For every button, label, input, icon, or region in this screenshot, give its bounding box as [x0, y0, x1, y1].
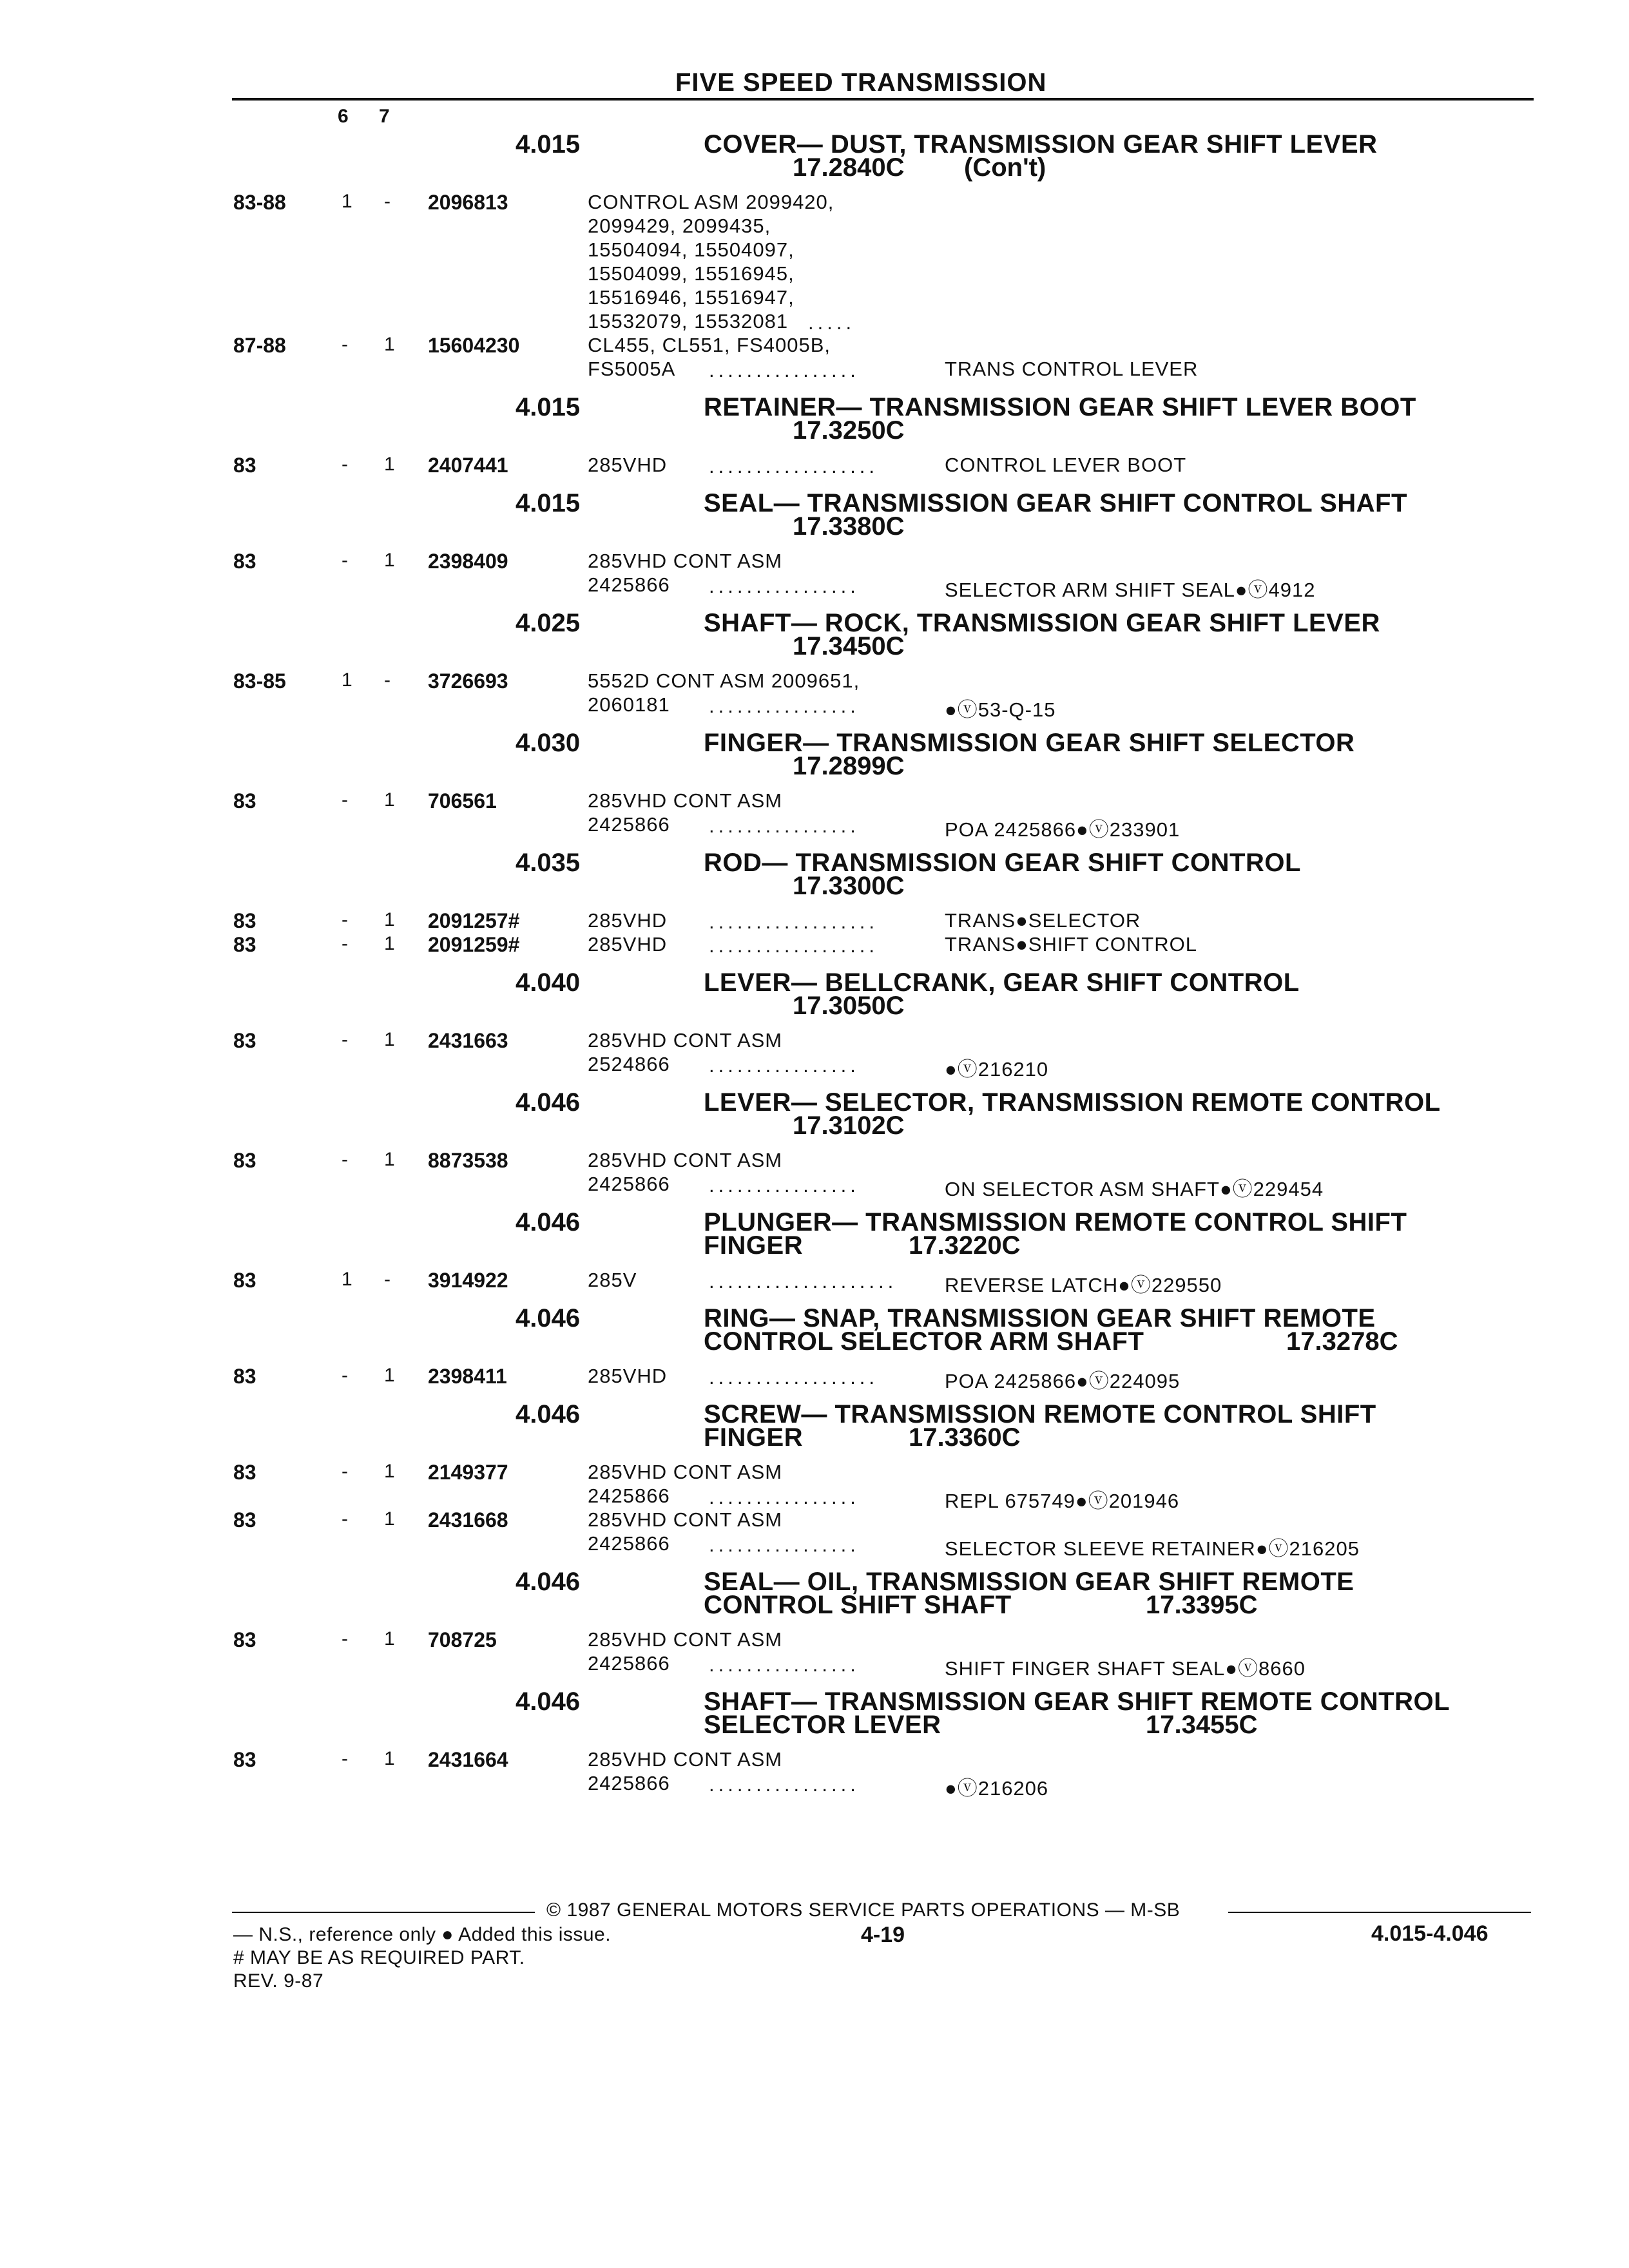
usage-line: 285VHD — [588, 1365, 668, 1387]
qty-col6: - — [342, 454, 348, 475]
usage-line: 285VHD CONT ASM — [588, 1628, 783, 1651]
part-description: POA 2425866●ⓥ233901 — [945, 818, 1181, 841]
leader-dots: .................. — [709, 934, 879, 957]
usage-line: 2099429, 2099435, — [588, 215, 771, 237]
usage-line: 285VHD CONT ASM — [588, 789, 783, 812]
qty-col6: 1 — [342, 1269, 352, 1290]
section-number: 4.040 — [516, 968, 581, 997]
section-number: 4.046 — [516, 1687, 581, 1716]
model-year: 83 — [233, 1269, 256, 1292]
section-title: FINGER— TRANSMISSION GEAR SHIFT SELECTOR — [704, 729, 1355, 757]
section-title: SEAL— TRANSMISSION GEAR SHIFT CONTROL SHAFT — [704, 489, 1407, 517]
part-description: SELECTOR SLEEVE RETAINER●ⓥ216205 — [945, 1537, 1360, 1560]
section-number: 4.015 — [516, 489, 581, 517]
section-title: SHAFT— ROCK, TRANSMISSION GEAR SHIFT LEVER — [704, 609, 1380, 637]
usage-line: 5552D CONT ASM 2009651, — [588, 669, 860, 692]
part-number: 2149377 — [428, 1461, 508, 1484]
qty-col7: 1 — [384, 1365, 395, 1386]
section-code: 17.3250C — [793, 416, 905, 445]
qty-col7: 1 — [384, 1748, 395, 1769]
leader-dots: .................... — [709, 1270, 898, 1293]
qty-col6: - — [342, 1149, 348, 1170]
leader-dots: ..... — [808, 311, 856, 334]
model-year: 83 — [233, 454, 256, 477]
part-number: 2091257# — [428, 909, 520, 932]
qty-col6: - — [342, 1461, 348, 1482]
model-year: 83-85 — [233, 669, 286, 693]
qty-col7: 1 — [384, 1508, 395, 1530]
usage-line: 285VHD CONT ASM — [588, 1508, 783, 1531]
leader-dots: ................ — [709, 1486, 860, 1508]
section-title-line2: CONTROL SELECTOR ARM SHAFT — [704, 1327, 1144, 1356]
usage-line: CL455, CL551, FS4005B, — [588, 334, 831, 356]
qty-col6: - — [342, 334, 348, 355]
qty-col7: 1 — [384, 1149, 395, 1170]
section-code: 17.3220C — [909, 1231, 1021, 1260]
usage-line: 285VHD — [588, 454, 668, 476]
qty-col6: - — [342, 909, 348, 930]
section-title: SEAL— OIL, TRANSMISSION GEAR SHIFT REMOTE — [704, 1568, 1354, 1596]
qty-col7: - — [384, 1269, 390, 1290]
qty-col6: - — [342, 1365, 348, 1386]
usage-line: 285VHD — [588, 909, 668, 932]
section-code: 17.2899C — [793, 752, 905, 780]
qty-col7: 1 — [384, 789, 395, 811]
part-description: SELECTOR ARM SHIFT SEAL●ⓥ4912 — [945, 579, 1316, 601]
qty-col6: - — [342, 1508, 348, 1530]
part-number: 2398411 — [428, 1365, 507, 1388]
revision-date: REV. 9-87 — [233, 1970, 324, 1992]
usage-line: 285VHD CONT ASM — [588, 1149, 783, 1171]
usage-line: 2425866 — [588, 1532, 670, 1555]
footer-rule-right — [1228, 1912, 1531, 1913]
qty-col7: 1 — [384, 550, 395, 571]
section-range: 4.015-4.046 — [1371, 1921, 1489, 1946]
part-number: 2431668 — [428, 1508, 508, 1532]
model-year: 83 — [233, 789, 256, 812]
copyright-line: © 1987 GENERAL MOTORS SERVICE PARTS OPERATIONS — M-SB — [546, 1899, 1181, 1921]
usage-line: 15532079, 15532081 — [588, 310, 789, 332]
part-number: 8873538 — [428, 1149, 508, 1172]
usage-line: 2060181 — [588, 693, 670, 716]
qty-col6: 1 — [342, 191, 352, 212]
part-description: TRANS CONTROL LEVER — [945, 358, 1199, 380]
qty-col6: 1 — [342, 669, 352, 691]
section-number: 4.015 — [516, 393, 581, 421]
qty-col6: - — [342, 1029, 348, 1050]
section-title: ROD— TRANSMISSION GEAR SHIFT CONTROL — [704, 849, 1301, 877]
section-title: SCREW— TRANSMISSION REMOTE CONTROL SHIFT — [704, 1400, 1376, 1428]
footnote-required: # MAY BE AS REQUIRED PART. — [233, 1947, 525, 1968]
model-year: 83-88 — [233, 191, 286, 214]
usage-line: 285VHD CONT ASM — [588, 550, 783, 572]
usage-line: 15504099, 15516945, — [588, 262, 795, 285]
qty-col7: - — [384, 191, 390, 212]
section-code: 17.3360C — [909, 1423, 1021, 1452]
part-description: ●ⓥ53-Q-15 — [945, 698, 1056, 721]
qty-col7: 1 — [384, 1461, 395, 1482]
part-description: TRANS●SELECTOR — [945, 909, 1141, 932]
model-year: 83 — [233, 550, 256, 573]
section-code: 17.3278C — [1286, 1327, 1398, 1356]
section-title-line2: FINGER — [704, 1231, 804, 1260]
section-number: 4.030 — [516, 729, 581, 757]
qty-col7: 1 — [384, 334, 395, 355]
model-year: 87-88 — [233, 334, 286, 357]
footer-rule-left — [232, 1912, 535, 1913]
part-description: TRANS●SHIFT CONTROL — [945, 933, 1197, 956]
leader-dots: .................. — [709, 910, 879, 933]
leader-dots: ................ — [709, 359, 860, 381]
model-year: 83 — [233, 909, 256, 932]
usage-line: 285VHD CONT ASM — [588, 1461, 783, 1483]
section-code: 17.2840C — [793, 153, 905, 182]
qty-col6: - — [342, 789, 348, 811]
part-number: 2398409 — [428, 550, 508, 573]
part-description: POA 2425866●ⓥ224095 — [945, 1370, 1181, 1392]
leader-dots: .................. — [709, 455, 879, 477]
part-number: 2431663 — [428, 1029, 508, 1052]
model-year: 83 — [233, 933, 256, 956]
section-number: 4.046 — [516, 1304, 581, 1332]
part-description: CONTROL LEVER BOOT — [945, 454, 1187, 476]
part-number: 2431664 — [428, 1748, 508, 1771]
usage-line: 2425866 — [588, 1652, 670, 1675]
section-title: LEVER— SELECTOR, TRANSMISSION REMOTE CONTROL — [704, 1088, 1441, 1117]
section-number: 4.046 — [516, 1088, 581, 1117]
column-header-7: 7 — [379, 106, 390, 127]
usage-line: 2425866 — [588, 1772, 670, 1794]
part-description: ●ⓥ216206 — [945, 1777, 1049, 1800]
usage-line: CONTROL ASM 2099420, — [588, 191, 834, 213]
section-title-line2: CONTROL SHIFT SHAFT — [704, 1591, 1012, 1619]
model-year: 83 — [233, 1149, 256, 1172]
section-title: RETAINER— TRANSMISSION GEAR SHIFT LEVER BOOT — [704, 393, 1416, 421]
section-number: 4.035 — [516, 849, 581, 877]
part-description: REPL 675749●ⓥ201946 — [945, 1490, 1180, 1512]
qty-col7: 1 — [384, 454, 395, 475]
model-year: 83 — [233, 1461, 256, 1484]
qty-col7: 1 — [384, 909, 395, 930]
part-number: 706561 — [428, 789, 497, 812]
section-code: 17.3395C — [1146, 1591, 1258, 1619]
part-description: SHIFT FINGER SHAFT SEAL●ⓥ8660 — [945, 1657, 1306, 1680]
qty-col6: - — [342, 1628, 348, 1649]
leader-dots: ................ — [709, 1174, 860, 1196]
leader-dots: ................ — [709, 1054, 860, 1077]
usage-line: 285VHD CONT ASM — [588, 1748, 783, 1771]
section-title: RING— SNAP, TRANSMISSION GEAR SHIFT REMOTE — [704, 1304, 1376, 1332]
usage-line: 285VHD CONT ASM — [588, 1029, 783, 1052]
section-title-line2: FINGER — [704, 1423, 804, 1452]
qty-col6: - — [342, 1748, 348, 1769]
part-number: 2096813 — [428, 191, 508, 214]
section-code: 17.3450C — [793, 632, 905, 660]
section-title-line2: SELECTOR LEVER — [704, 1711, 941, 1739]
part-number: 15604230 — [428, 334, 520, 357]
part-number: 3726693 — [428, 669, 508, 693]
usage-line: 285VHD — [588, 933, 668, 956]
section-number: 4.015 — [516, 130, 581, 159]
model-year: 83 — [233, 1029, 256, 1052]
part-description: ON SELECTOR ASM SHAFT●ⓥ229454 — [945, 1178, 1324, 1200]
part-number: 708725 — [428, 1628, 497, 1651]
footnote-ns: — N.S., reference only ● Added this issue. — [233, 1924, 612, 1945]
usage-line: 285V — [588, 1269, 637, 1291]
usage-line: 2425866 — [588, 813, 670, 836]
section-code: 17.3380C — [793, 512, 905, 541]
part-description: ●ⓥ216210 — [945, 1058, 1049, 1081]
qty-col7: 1 — [384, 933, 395, 954]
header-rule — [232, 98, 1534, 101]
leader-dots: .................. — [709, 1366, 879, 1389]
section-title: COVER— DUST, TRANSMISSION GEAR SHIFT LEVER — [704, 130, 1378, 159]
section-code: 17.3050C — [793, 992, 905, 1020]
part-number: 2407441 — [428, 454, 508, 477]
section-number: 4.046 — [516, 1400, 581, 1428]
usage-line: 15516946, 15516947, — [588, 286, 795, 309]
model-year: 83 — [233, 1365, 256, 1388]
section-continued: (Con't) — [964, 153, 1046, 182]
leader-dots: ................ — [709, 575, 860, 597]
qty-col7: 1 — [384, 1029, 395, 1050]
model-year: 83 — [233, 1508, 256, 1532]
section-number: 4.025 — [516, 609, 581, 637]
leader-dots: ................ — [709, 814, 860, 837]
model-year: 83 — [233, 1748, 256, 1771]
column-header-6: 6 — [338, 106, 349, 127]
section-number: 4.046 — [516, 1208, 581, 1236]
usage-line: 2425866 — [588, 1173, 670, 1195]
page-number: 4-19 — [861, 1923, 905, 1947]
section-title: SHAFT— TRANSMISSION GEAR SHIFT REMOTE CONTROL — [704, 1687, 1451, 1716]
qty-col7: 1 — [384, 1628, 395, 1649]
model-year: 83 — [233, 1628, 256, 1651]
leader-dots: ................ — [709, 1653, 860, 1676]
usage-line: 2425866 — [588, 573, 670, 596]
section-code: 17.3102C — [793, 1111, 905, 1140]
part-number: 3914922 — [428, 1269, 508, 1292]
part-number: 2091259# — [428, 933, 520, 956]
section-title: LEVER— BELLCRANK, GEAR SHIFT CONTROL — [704, 968, 1300, 997]
leader-dots: ................ — [709, 1533, 860, 1556]
qty-col7: - — [384, 669, 390, 691]
leader-dots: ................ — [709, 1773, 860, 1796]
usage-line: 2425866 — [588, 1485, 670, 1507]
section-code: 17.3455C — [1146, 1711, 1258, 1739]
usage-line: 2524866 — [588, 1053, 670, 1075]
part-description: REVERSE LATCH●ⓥ229550 — [945, 1274, 1222, 1296]
section-number: 4.046 — [516, 1568, 581, 1596]
qty-col6: - — [342, 550, 348, 571]
usage-line: 15504094, 15504097, — [588, 238, 795, 261]
page-title: FIVE SPEED TRANSMISSION — [675, 68, 1047, 97]
section-title: PLUNGER— TRANSMISSION REMOTE CONTROL SHIFT — [704, 1208, 1407, 1236]
usage-line: FS5005A — [588, 358, 676, 380]
qty-col6: - — [342, 933, 348, 954]
section-code: 17.3300C — [793, 872, 905, 900]
leader-dots: ................ — [709, 695, 860, 717]
